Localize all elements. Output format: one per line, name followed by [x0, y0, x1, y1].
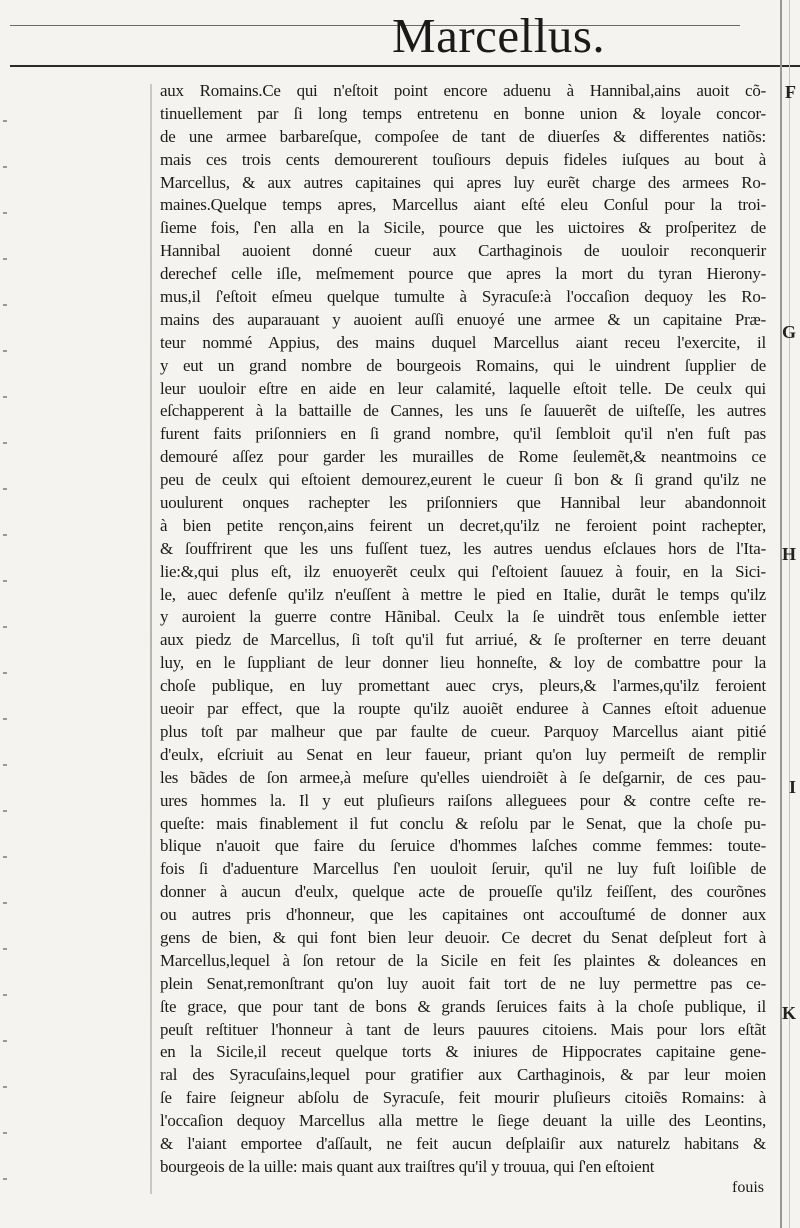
text-line: mains des auparauant y auoient auſſi enuoyé une armee & un capitaine Præ- — [160, 309, 766, 329]
text-line: peu de ceulx qui eſtoient demourez,eurent le cueur ſi bon & ſi grand qu'ilz ne — [160, 470, 766, 490]
edge-tick — [3, 580, 7, 582]
text-line: à bien petite rençon,ains feirent un decret,qu'ilz ne feroient point rachepter, — [160, 515, 766, 535]
edge-tick — [3, 902, 7, 904]
edge-tick — [3, 1132, 7, 1134]
text-line: maines.Quelque temps apres, Marcellus aiant eſté eleu Conſul pour la troi- — [160, 195, 766, 215]
text-line: Hannibal auoient donné cueur aux Carthaginois de uouloir reconquerir — [160, 241, 766, 261]
text-line: plein Senat,remonſtrant qu'on luy auoit fait tort de ne luy permettre pas ce- — [160, 973, 766, 993]
edge-tick — [3, 810, 7, 812]
edge-tick — [3, 166, 7, 168]
edge-tick — [3, 856, 7, 858]
text-line: leur uouloir eſtre en aide en leur calamité, laquelle eſtoit telle. De ceulx qui — [160, 378, 766, 398]
margin-letter-i: I — [788, 777, 796, 797]
text-line: de une armee barbareſque, compoſee de tant de diuerſes & differentes natiõs: — [160, 126, 766, 146]
text-line: ſte grace, que pour tant de bons & grands ſeruices faits à la choſe publique, il — [160, 996, 766, 1016]
text-line: mus,il ſ'eſtoit eſmeu quelque tumulte à Syracuſe:à l'occaſion dequoy les Ro- — [160, 287, 766, 307]
running-head: Marcellus. — [392, 8, 606, 63]
edge-tick — [3, 350, 7, 352]
text-line: en la Sicile,il receut quelque torts & iniures de Hippocrates capitaine gene- — [160, 1042, 766, 1062]
page-left-edge — [0, 0, 10, 1228]
edge-tick — [3, 120, 7, 122]
text-line: & l'aiant emportee d'aſſault, ne feit aucun deſplaiſir aux naturelz habitans & — [160, 1133, 766, 1153]
text-line: ures hommes la. Il y eut pluſieurs raiſons alleguees pour & contre ceſte re- — [160, 790, 766, 810]
text-line: aux Romains.Ce qui n'eſtoit point encore aduenu à Hannibal,ains auoit cõ- — [160, 81, 766, 100]
margin-letter-h: H — [781, 544, 796, 564]
edge-tick — [3, 304, 7, 306]
text-line: Marcellus, & aux autres capitaines qui apres luy eurẽt charge des armees Ro- — [160, 172, 766, 192]
text-line: tinuellement par ſi long temps entretenu en bonne union & loyale concor- — [160, 103, 766, 123]
edge-tick — [3, 718, 7, 720]
edge-tick — [3, 396, 7, 398]
edge-tick — [3, 672, 7, 674]
page-right-edge-outer — [789, 0, 790, 1228]
edge-tick — [3, 994, 7, 996]
text-line: y auroient la guerre contre Hãnibal. Ceulx la ſe uindrẽt tous enſemble ietter — [160, 607, 766, 627]
header-thin-rule — [10, 25, 740, 26]
edge-tick — [3, 1040, 7, 1042]
text-line: eſchapperent à la battaille de Cannes, les uns ſe ſauuerẽt de uiſteſſe, les autres — [160, 401, 766, 421]
text-line: fois ſi d'aduenture Marcellus ſ'en uouloit ſeruir, qu'il ne luy fuſt loiſible de — [160, 859, 766, 879]
text-line: ral des Syracuſains,lequel pour gratifier aux Carthaginois, & par leur moien — [160, 1065, 766, 1085]
edge-tick — [3, 764, 7, 766]
edge-tick — [3, 1086, 7, 1088]
margin-letter-g: G — [781, 322, 796, 342]
edge-tick — [3, 488, 7, 490]
text-line: ſe faire ſeigneur abſolu de Syracuſe, feit mourir pluſieurs citoiẽs Romains: à — [160, 1088, 766, 1108]
text-line: d'eulx, eſcriuit au Senat en leur faueur, priant qu'on luy permeiſt de remplir — [160, 744, 766, 764]
text-line: mais ces trois cents demourerent touſiours depuis fideles iuſques au bout à — [160, 149, 766, 169]
text-line: blique n'auoit que faire du ſeruice d'hommes laſches comme femmes: toute- — [160, 836, 766, 856]
text-line: queſte: mais finablement il fut conclu & reſolu par le Senat, que la choſe pu- — [160, 813, 766, 833]
text-line: lie:&,qui plus eſt, ilz enuoyerẽt ceulx qui ſ'eſtoient ſauuez à fouir, en la Sici- — [160, 561, 766, 581]
text-line: Marcellus,lequel à ſon retour de la Sicile en feit ſes plaintes & doleances en — [160, 950, 766, 970]
edge-tick — [3, 626, 7, 628]
edge-tick — [3, 212, 7, 214]
text-line: uoulurent onques rachepter les priſonniers que Hannibal leur abandonnoit — [160, 493, 766, 513]
text-line: teur nommé Appius, des mains duquel Marcellus aiant receu l'exercite, il — [160, 332, 766, 352]
gutter-shadow — [150, 84, 152, 1194]
text-line: ueoir par effect, que la roupte qu'ilz auoiẽt enduree à Cannes eſtoit aduenue — [160, 699, 766, 719]
text-line: plus toſt par malheur que par faulte de cueur. Parquoy Marcellus aiant pitié — [160, 721, 766, 741]
page-right-edge — [780, 0, 782, 1228]
text-line: donner à aucun d'eulx, quelque acte de proueſſe qu'ilz feiſſent, des courõnes — [160, 882, 766, 902]
margin-letter-f: F — [785, 82, 796, 102]
text-line: derechef celle iſle, meſmement pource que apres la mort du tyran Hierony- — [160, 264, 766, 284]
text-line: bourgeois de la uille: mais quant aux traiſtres qu'il y trouua, qui ſ'en eſtoient — [160, 1156, 655, 1176]
text-line: les bãdes de ſon armee,à meſure qu'elles uiendroiẽt à ſe deſgarnir, de ces pau- — [160, 767, 766, 787]
header-rule — [10, 65, 800, 67]
text-line: peuſt reſtituer l'honneur à tant de leurs pauures citoiens. Mais pour lors eſtãt — [160, 1019, 766, 1039]
edge-tick — [3, 442, 7, 444]
text-line: le, auec defenſe qu'ilz n'euſſent à mettre le pied en Italie, durãt le temps qu'ilz — [160, 584, 766, 604]
text-line: ſieme fois, ſ'en alla en la Sicile, pource que les uictoires & proſperitez de — [160, 218, 766, 238]
catchword: fouis — [732, 1179, 764, 1196]
text-line: gens de bien, & qui font bien leur deuoir. Ce decret du Senat deſpleut fort à — [160, 927, 766, 947]
edge-tick — [3, 258, 7, 260]
text-line: aux piedz de Marcellus, ſi toſt qu'il fut arriué, & ſe proſterner en terre deuant — [160, 630, 766, 650]
text-line: l'occaſion dequoy Marcellus alla mettre le ſiege deuant la uille des Leontins, — [160, 1111, 766, 1131]
edge-tick — [3, 534, 7, 536]
text-line: & ſouffrirent que les uns fuſſent tuez, les autres uendus eſclaues hors de l'Ita- — [160, 538, 766, 558]
text-line: y eut un grand nombre de bourgeois Romains, qui le uindrent ſupplier de — [160, 355, 766, 375]
text-line: ou autres pris d'honneur, que les capitaines ont accouſtumé de donner aux — [160, 905, 766, 925]
text-line: furent faits priſonniers en ſi grand nombre, qu'il ſembloit qu'il n'en fuſt pas — [160, 424, 766, 444]
text-line: choſe publique, en luy promettant auec crys, pleurs,& l'armes,qu'ilz feroient — [160, 676, 766, 696]
edge-tick — [3, 1178, 7, 1180]
text-line: demouré aſſez pour garder les murailles de Rome ſeulemẽt,& neantmoins ce — [160, 447, 766, 467]
body-text — [160, 80, 766, 1179]
text-line: luy, en le ſuppliant de leur donner lieu honneſte, & loy de combattre pour la — [160, 653, 766, 673]
margin-letter-k: K — [781, 1003, 796, 1023]
edge-tick — [3, 948, 7, 950]
